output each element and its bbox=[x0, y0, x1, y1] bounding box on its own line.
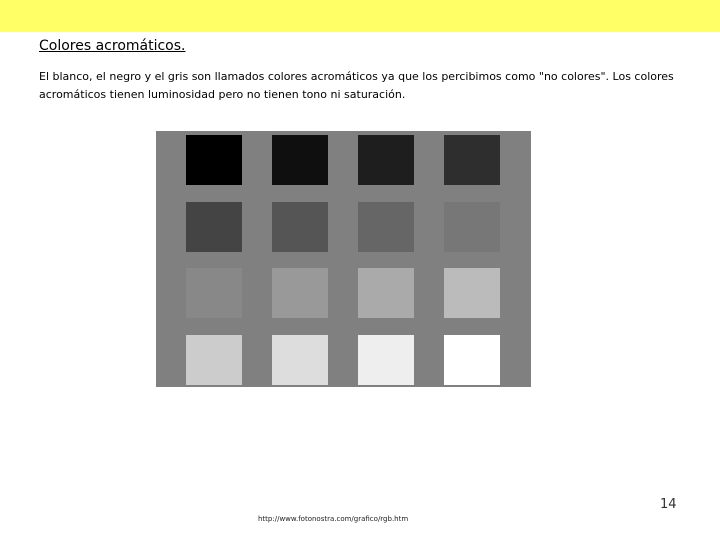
header-bar bbox=[0, 0, 720, 32]
gray-swatch bbox=[358, 135, 414, 185]
gray-swatch bbox=[272, 268, 328, 318]
gray-swatch bbox=[186, 268, 242, 318]
gray-swatch bbox=[444, 202, 500, 252]
gray-swatch bbox=[186, 335, 242, 385]
gray-swatch bbox=[272, 202, 328, 252]
gray-swatch bbox=[358, 202, 414, 252]
gray-swatch bbox=[186, 135, 242, 185]
grayscale-swatch-panel bbox=[156, 131, 531, 387]
gray-swatch bbox=[444, 335, 500, 385]
slide-paragraph: El blanco, el negro y el gris son llamados colores acromáticos ya que los percibimos como "no colores". Los colores acromáticos tienen luminosidad pero no tienen tono ni saturación. bbox=[39, 70, 674, 101]
gray-swatch bbox=[272, 335, 328, 385]
gray-swatch bbox=[358, 268, 414, 318]
gray-swatch bbox=[444, 268, 500, 318]
source-url[interactable]: http://www.fotonostra.com/grafico/rgb.htm bbox=[258, 515, 409, 523]
page-number: 14 bbox=[660, 497, 677, 512]
gray-swatch bbox=[358, 335, 414, 385]
gray-swatch bbox=[186, 202, 242, 252]
gray-swatch bbox=[272, 135, 328, 185]
slide-title: Colores acromáticos. bbox=[39, 38, 186, 54]
gray-swatch bbox=[444, 135, 500, 185]
